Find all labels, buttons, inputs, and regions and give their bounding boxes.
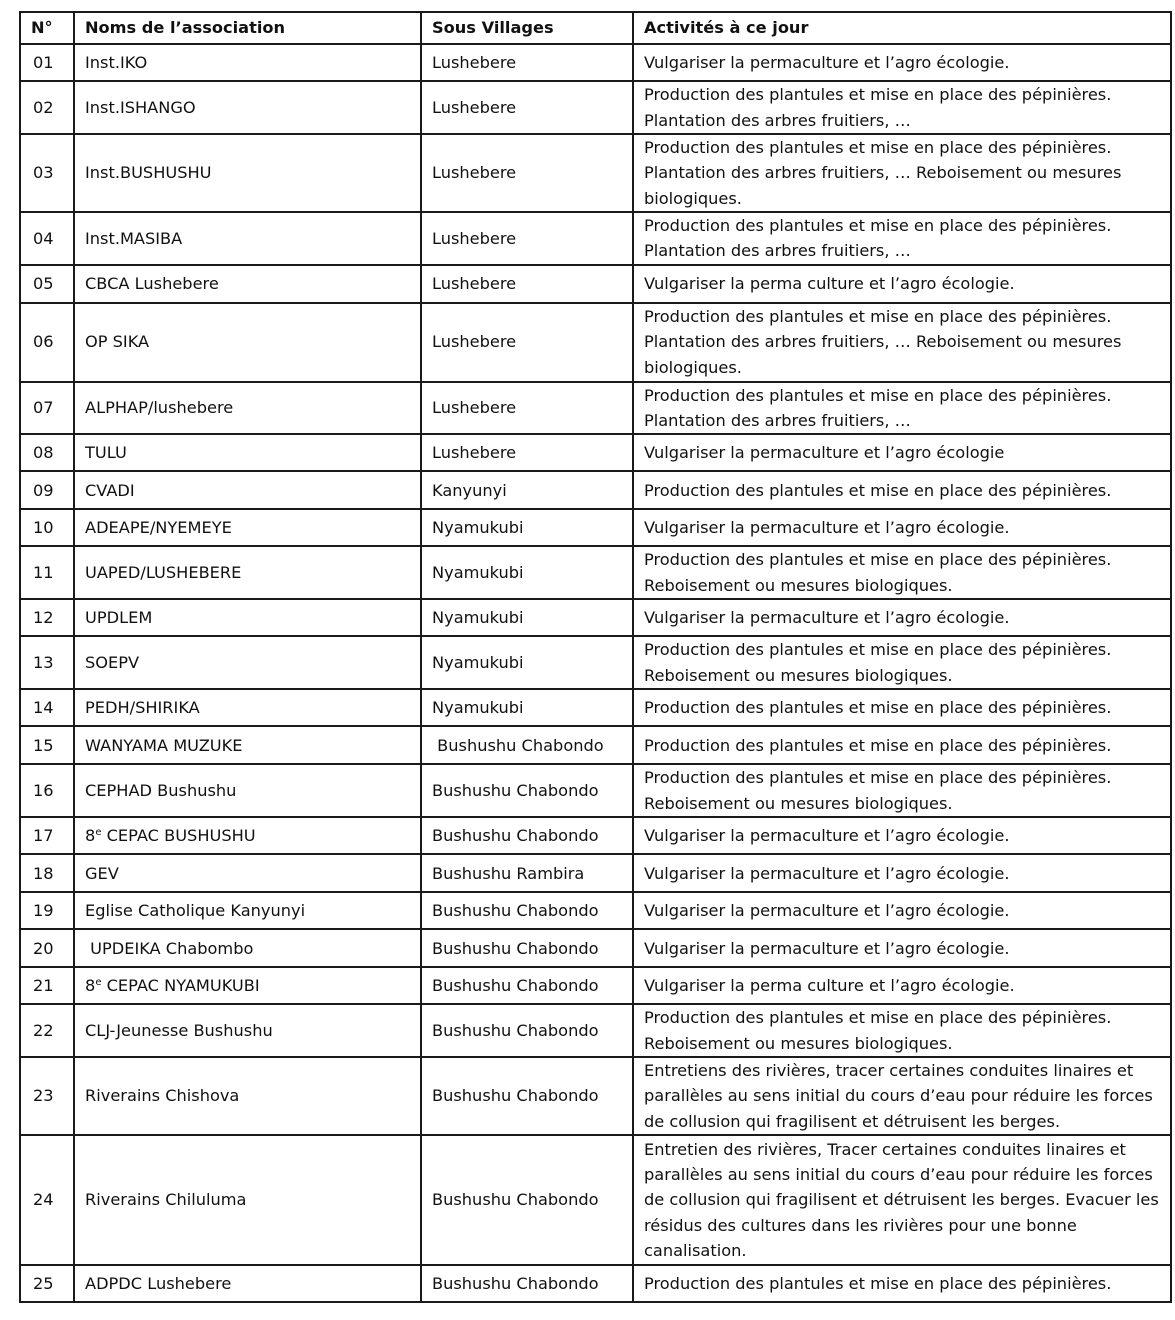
row-number: 14 <box>20 689 74 726</box>
name-suffix: CEPAC NYAMUKUBI <box>101 976 260 996</box>
association-name: ALPHAP/lushebere <box>74 382 421 435</box>
header-sub-villages: Sous Villages <box>421 12 633 44</box>
association-name: UPDEIKA Chabombo <box>74 929 421 967</box>
table-row <box>20 81 1171 134</box>
activity: Production des plantules et mise en place des pépinières. Reboisement ou mesures biologiques. <box>633 636 1171 689</box>
association-name: Inst.IKO <box>74 44 421 81</box>
sub-village: Bushushu Chabondo <box>421 892 633 929</box>
activity: Vulgariser la permaculture et l’agro écologie <box>633 434 1171 471</box>
association-name <box>74 967 421 1004</box>
activity: Production des plantules et mise en place des pépinières. <box>633 726 1171 764</box>
sub-village: Kanyunyi <box>421 471 633 509</box>
table-row <box>20 265 1171 303</box>
association-name: UPDLEM <box>74 599 421 636</box>
activity: Production des plantules et mise en place des pépinières. Plantation des arbres fruitiers, … Reboisement ou mesures biologiques. <box>633 134 1171 212</box>
sub-village: Nyamukubi <box>421 546 633 599</box>
sub-village: Lushebere <box>421 134 633 212</box>
row-number: 15 <box>20 726 74 764</box>
header-number: N° <box>20 12 74 44</box>
table-row <box>20 134 1171 212</box>
table-row <box>20 1135 1171 1265</box>
table-row <box>20 471 1171 509</box>
row-number: 22 <box>20 1004 74 1057</box>
association-name: OP SIKA <box>74 303 421 382</box>
name-suffix: CEPAC BUSHUSHU <box>101 826 256 846</box>
activity: Production des plantules et mise en place des pépinières. Plantation des arbres fruitiers, … <box>633 81 1171 134</box>
association-name: CEPHAD Bushushu <box>74 764 421 817</box>
row-number: 02 <box>20 81 74 134</box>
row-number: 19 <box>20 892 74 929</box>
activity: Production des plantules et mise en place des pépinières. Plantation des arbres fruitiers, … <box>633 212 1171 265</box>
table-row <box>20 303 1171 382</box>
row-number: 23 <box>20 1057 74 1135</box>
table-row <box>20 1265 1171 1302</box>
activity: Vulgariser la permaculture et l’agro écologie. <box>633 44 1171 81</box>
row-number: 01 <box>20 44 74 81</box>
row-number: 04 <box>20 212 74 265</box>
row-number: 13 <box>20 636 74 689</box>
association-name: Inst.BUSHUSHU <box>74 134 421 212</box>
row-number: 12 <box>20 599 74 636</box>
activity: Entretiens des rivières, tracer certaines conduites linaires et parallèles au sens initial du cours d’eau pour réduire les forces de collusion qui fragilisent et détruisent les berges. <box>633 1057 1171 1135</box>
activity: Vulgariser la permaculture et l’agro écologie. <box>633 509 1171 546</box>
row-number: 10 <box>20 509 74 546</box>
row-number: 24 <box>20 1135 74 1265</box>
row-number: 20 <box>20 929 74 967</box>
table-row <box>20 636 1171 689</box>
association-name: Riverains Chiluluma <box>74 1135 421 1265</box>
sub-village: Lushebere <box>421 382 633 435</box>
row-number: 05 <box>20 265 74 303</box>
sub-village: Bushushu Chabondo <box>421 1004 633 1057</box>
header-association-name: Noms de l’association <box>74 12 421 44</box>
header-activities: Activités à ce jour <box>633 12 1171 44</box>
activity: Vulgariser la permaculture et l’agro écologie. <box>633 892 1171 929</box>
table-row <box>20 434 1171 471</box>
table-row <box>20 509 1171 546</box>
name-prefix: 8 <box>85 826 96 846</box>
sub-village: Bushushu Chabondo <box>421 1057 633 1135</box>
row-number: 07 <box>20 382 74 435</box>
sub-village: Bushushu Chabondo <box>421 967 633 1004</box>
sub-village: Nyamukubi <box>421 509 633 546</box>
sub-village: Nyamukubi <box>421 599 633 636</box>
name-prefix: 8 <box>85 976 96 996</box>
activity: Vulgariser la permaculture et l’agro écologie. <box>633 599 1171 636</box>
table-row <box>20 764 1171 817</box>
table-row <box>20 212 1171 265</box>
row-number: 11 <box>20 546 74 599</box>
associations-table <box>19 11 1172 1303</box>
activity: Production des plantules et mise en place des pépinières. Reboisement ou mesures biologiques. <box>633 546 1171 599</box>
association-name: ADPDC Lushebere <box>74 1265 421 1302</box>
association-name: Inst.ISHANGO <box>74 81 421 134</box>
row-number: 06 <box>20 303 74 382</box>
sub-village: Lushebere <box>421 265 633 303</box>
association-name: CVADI <box>74 471 421 509</box>
sub-village: Bushushu Chabondo <box>421 1265 633 1302</box>
row-number: 03 <box>20 134 74 212</box>
sub-village: Bushushu Chabondo <box>421 764 633 817</box>
association-name: GEV <box>74 854 421 892</box>
sub-village: Lushebere <box>421 81 633 134</box>
table-row <box>20 967 1171 1004</box>
activity: Production des plantules et mise en place des pépinières. <box>633 689 1171 726</box>
table-row <box>20 44 1171 81</box>
row-number: 08 <box>20 434 74 471</box>
sub-village: Bushushu Chabondo <box>421 1135 633 1265</box>
header-row <box>20 12 1171 44</box>
row-number: 18 <box>20 854 74 892</box>
association-name: TULU <box>74 434 421 471</box>
ordinal-superscript: e <box>95 977 102 989</box>
sub-village: Bushushu Chabondo <box>421 726 633 764</box>
table-row <box>20 382 1171 435</box>
activity: Production des plantules et mise en place des pépinières. <box>633 1265 1171 1302</box>
activity: Vulgariser la perma culture et l’agro écologie. <box>633 265 1171 303</box>
table-row <box>20 1004 1171 1057</box>
row-number: 21 <box>20 967 74 1004</box>
table-row <box>20 599 1171 636</box>
association-name: SOEPV <box>74 636 421 689</box>
activity: Vulgariser la permaculture et l’agro écologie. <box>633 817 1171 854</box>
association-name: UAPED/LUSHEBERE <box>74 546 421 599</box>
association-name: Inst.MASIBA <box>74 212 421 265</box>
table-row <box>20 929 1171 967</box>
sub-village: Bushushu Chabondo <box>421 817 633 854</box>
activity: Production des plantules et mise en place des pépinières. <box>633 471 1171 509</box>
association-name: Eglise Catholique Kanyunyi <box>74 892 421 929</box>
sub-village: Bushushu Rambira <box>421 854 633 892</box>
activity: Production des plantules et mise en place des pépinières. Plantation des arbres fruitiers, … <box>633 382 1171 435</box>
activity: Production des plantules et mise en place des pépinières. Reboisement ou mesures biologiques. <box>633 1004 1171 1057</box>
table-row <box>20 1057 1171 1135</box>
table-row <box>20 854 1171 892</box>
ordinal-superscript: e <box>95 827 102 839</box>
activity: Entretien des rivières, Tracer certaines conduites linaires et parallèles au sens initial du cours d’eau pour réduire les forces de collusion qui fragilisent et détruisent les berges. Evacuer les résidus des cultures dans les rivières pour une bonne canalisation. <box>633 1135 1171 1265</box>
table-row <box>20 817 1171 854</box>
sub-village: Lushebere <box>421 303 633 382</box>
row-number: 25 <box>20 1265 74 1302</box>
association-name: WANYAMA MUZUKE <box>74 726 421 764</box>
association-name <box>74 817 421 854</box>
activity: Production des plantules et mise en place des pépinières. Reboisement ou mesures biologiques. <box>633 764 1171 817</box>
association-name: Riverains Chishova <box>74 1057 421 1135</box>
table-row <box>20 546 1171 599</box>
association-name: ADEAPE/NYEMEYE <box>74 509 421 546</box>
association-name: CBCA Lushebere <box>74 265 421 303</box>
row-number: 09 <box>20 471 74 509</box>
sub-village: Bushushu Chabondo <box>421 929 633 967</box>
sub-village: Nyamukubi <box>421 689 633 726</box>
sub-village: Lushebere <box>421 212 633 265</box>
row-number: 16 <box>20 764 74 817</box>
table-row <box>20 892 1171 929</box>
sub-village: Nyamukubi <box>421 636 633 689</box>
association-name: CLJ-Jeunesse Bushushu <box>74 1004 421 1057</box>
activity: Vulgariser la permaculture et l’agro écologie. <box>633 929 1171 967</box>
activity: Vulgariser la perma culture et l’agro écologie. <box>633 967 1171 1004</box>
sub-village: Lushebere <box>421 434 633 471</box>
activity: Vulgariser la permaculture et l’agro écologie. <box>633 854 1171 892</box>
association-name: PEDH/SHIRIKA <box>74 689 421 726</box>
table-row <box>20 689 1171 726</box>
row-number: 17 <box>20 817 74 854</box>
sub-village: Lushebere <box>421 44 633 81</box>
activity: Production des plantules et mise en place des pépinières. Plantation des arbres fruitiers, … Reboisement ou mesures biologiques. <box>633 303 1171 382</box>
table-row <box>20 726 1171 764</box>
